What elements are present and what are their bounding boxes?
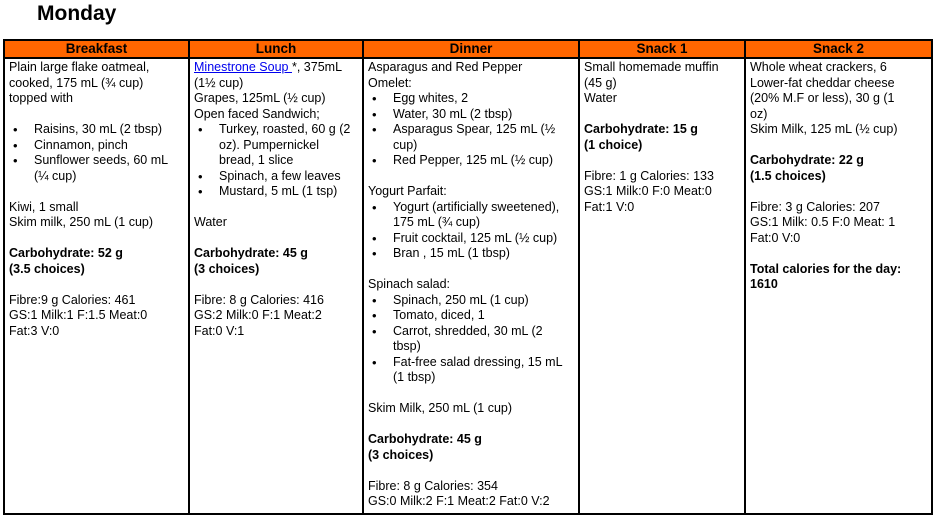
carbohydrate-label: Carbohydrate: 52 g	[9, 246, 123, 260]
carbohydrate-label: Carbohydrate: 45 g	[194, 246, 308, 260]
nutrition-line: Fibre: 1 g Calories: 133	[584, 168, 714, 183]
text-line: oz)	[750, 106, 768, 121]
text-line: Skim Milk, 250 mL (1 cup)	[368, 401, 513, 415]
choices-label: (3.5 choices)	[9, 261, 85, 276]
text-line: Skim milk, 250 mL (1 cup)	[9, 215, 154, 229]
header-lunch: Lunch	[189, 40, 363, 58]
nutrition-line: Fat:3 V:0	[9, 323, 60, 338]
choices-label: (3 choices)	[368, 447, 434, 462]
list-item: • Fruit cocktail, 125 mL (½ cup)	[393, 231, 573, 247]
parfait-list	[368, 200, 573, 262]
choices-label: (1.5 choices)	[750, 168, 826, 183]
text-line: Grapes, 125mL (½ cup)	[194, 91, 326, 105]
list-item: • Yogurt (artificially sweetened), 175 mL (¾ cup)	[393, 200, 573, 231]
nutrition-line: GS:2 Milk:0 F:1 Meat:2	[194, 308, 322, 322]
text-line: cooked, 175 mL (¾ cup)	[9, 75, 144, 90]
text-line: (20% M.F or less), 30 g (1	[750, 91, 895, 105]
text-line: Lower-fat cheddar cheese	[750, 75, 895, 90]
text-line: *, 375mL	[291, 60, 343, 74]
snack-2-cell	[745, 58, 932, 514]
meal-row	[4, 58, 932, 514]
header-row	[4, 40, 932, 58]
page-title: Monday	[37, 2, 117, 25]
nutrition-line: GS:0 Milk:2 F:1 Meat:2 Fat:0 V:2	[368, 494, 550, 508]
text-line: Whole wheat crackers, 6	[750, 60, 887, 74]
text-line: Asparagus and Red Pepper	[368, 60, 523, 74]
text-line: Water	[584, 91, 617, 105]
nutrition-line: Fat:0 V:0	[750, 230, 801, 245]
text-line	[194, 60, 357, 76]
carbohydrate-label: Carbohydrate: 15 g	[584, 122, 698, 136]
list-item: • Mustard, 5 mL (1 tsp)	[219, 184, 357, 200]
omelet-list	[368, 91, 573, 169]
text-line: Yogurt Parfait:	[368, 184, 447, 198]
header-breakfast: Breakfast	[4, 40, 189, 58]
total-calories-value: 1610	[750, 277, 778, 291]
breakfast-intro	[9, 60, 183, 107]
list-item: • Egg whites, 2	[393, 91, 573, 107]
list-item: • Tomato, diced, 1	[393, 308, 573, 324]
choices-label: (3 choices)	[194, 261, 260, 276]
nutrition-line: GS:1 Milk:1 F:1.5 Meat:0	[9, 308, 148, 322]
meal-plan-table	[3, 39, 933, 515]
total-calories-label: Total calories for the day:	[750, 261, 902, 276]
list-item: • Carrot, shredded, 30 mL (2 tbsp)	[393, 324, 573, 355]
nutrition-line: Fat:0 V:1	[194, 323, 245, 338]
text-line: Kiwi, 1 small	[9, 199, 79, 214]
lunch-cell	[189, 58, 363, 514]
list-item: • Cinnamon, pinch	[34, 138, 183, 154]
text-line: (45 g)	[584, 75, 617, 90]
list-item: • Water, 30 mL (2 tbsp)	[393, 107, 573, 123]
nutrition-line: Fibre: 8 g Calories: 354	[368, 478, 498, 493]
list-item: • Red Pepper, 125 mL (½ cup)	[393, 153, 573, 169]
header-snack-1: Snack 1	[579, 40, 745, 58]
breakfast-cell	[4, 58, 189, 514]
dinner-cell	[363, 58, 579, 514]
list-item: • Bran , 15 mL (1 tbsp)	[393, 246, 573, 262]
sandwich-list	[194, 122, 357, 200]
text-line: (1½ cup)	[194, 75, 244, 90]
carbohydrate-label: Carbohydrate: 45 g	[368, 432, 482, 446]
nutrition-line: GS:1 Milk: 0.5 F:0 Meat: 1	[750, 215, 896, 229]
header-snack-2: Snack 2	[745, 40, 932, 58]
choices-label: (1 choice)	[584, 137, 643, 152]
text-line: Omelet:	[368, 75, 412, 90]
nutrition-line: GS:1 Milk:0 F:0 Meat:0	[584, 184, 712, 198]
text-line: Spinach salad:	[368, 277, 451, 291]
nutrition-line: Fibre:9 g Calories: 461	[9, 292, 136, 307]
text-line: topped with	[9, 91, 73, 105]
list-item: • Spinach, 250 mL (1 cup)	[393, 293, 573, 309]
list-item: • Asparagus Spear, 125 mL (½ cup)	[393, 122, 573, 153]
carbohydrate-label: Carbohydrate: 22 g	[750, 153, 864, 167]
text-line: Water	[194, 215, 227, 229]
minestrone-soup-link[interactable]: Minestrone Soup	[194, 60, 292, 74]
breakfast-toppings-list	[9, 122, 183, 184]
list-item: • Raisins, 30 mL (2 tbsp)	[34, 122, 183, 138]
nutrition-line: Fibre: 3 g Calories: 207	[750, 199, 880, 214]
salad-list	[368, 293, 573, 386]
list-item: • Sunflower seeds, 60 mL (¼ cup)	[34, 153, 183, 184]
snack-1-cell	[579, 58, 745, 514]
text-line: Skim Milk, 125 mL (½ cup)	[750, 122, 898, 136]
list-item: • Turkey, roasted, 60 g (2 oz). Pumpernickel bread, 1 slice	[219, 122, 357, 169]
text-line: Open faced Sandwich;	[194, 106, 320, 121]
text-line: Plain large flake oatmeal,	[9, 60, 150, 74]
text-line: Small homemade muffin	[584, 60, 719, 74]
list-item: • Fat-free salad dressing, 15 mL (1 tbsp)	[393, 355, 573, 386]
header-dinner: Dinner	[363, 40, 579, 58]
list-item: • Spinach, a few leaves	[219, 169, 357, 185]
nutrition-line: Fibre: 8 g Calories: 416	[194, 292, 324, 307]
nutrition-line: Fat:1 V:0	[584, 199, 635, 214]
